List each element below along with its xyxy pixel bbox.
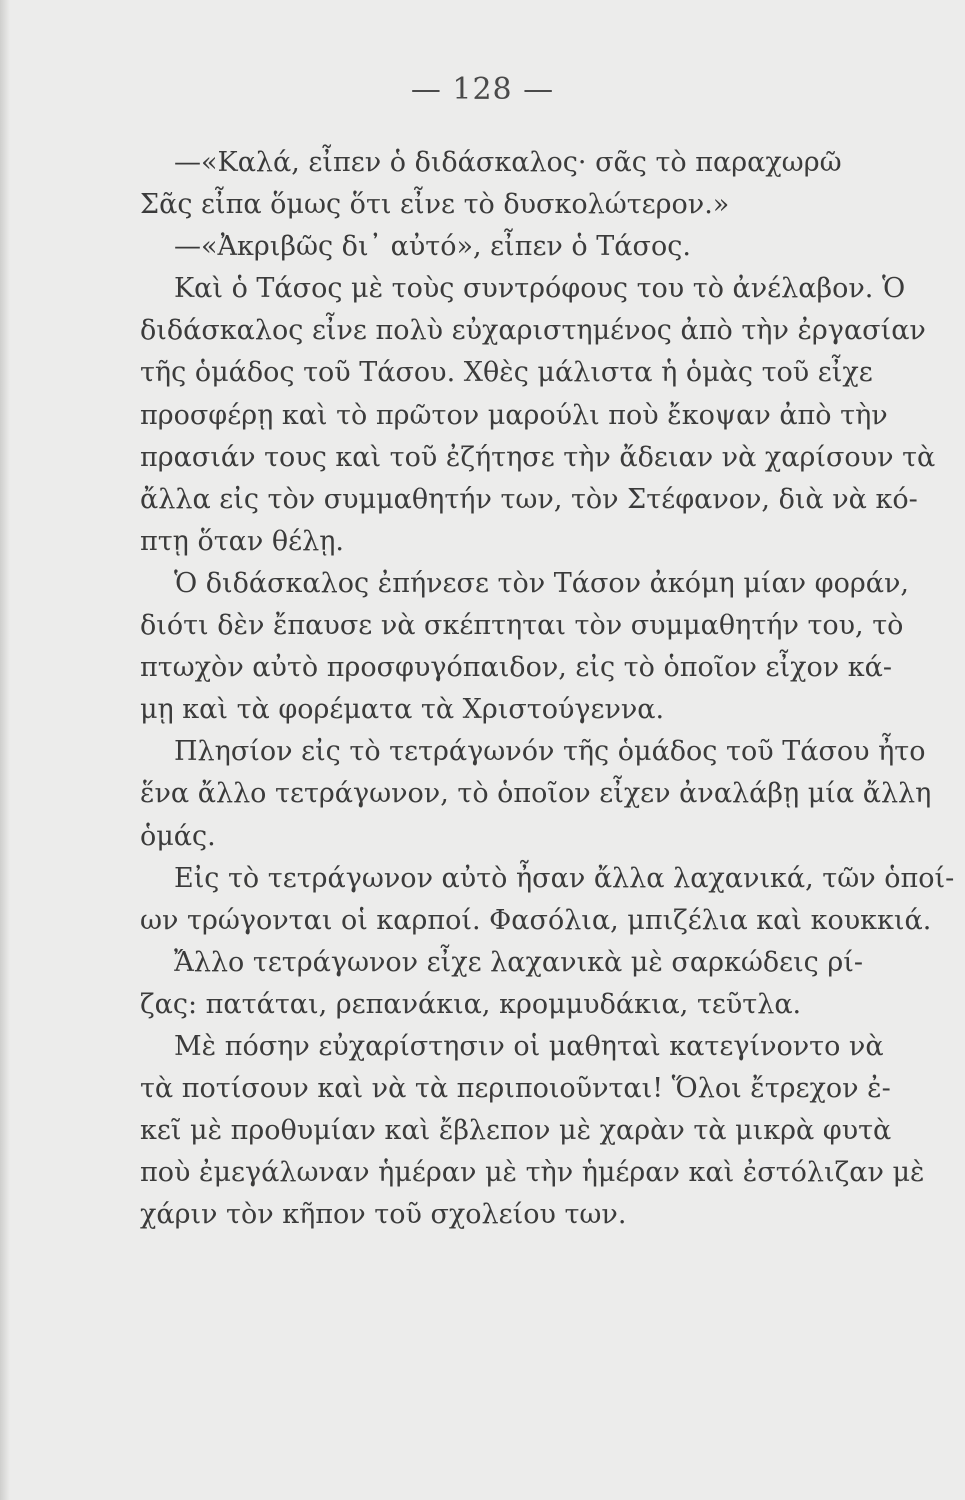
- text-line: μῃ καὶ τὰ φορέματα τὰ Χριστούγεννα.: [140, 694, 665, 726]
- text-line: Σᾶς εἶπα ὅμως ὅτι εἶνε τὸ δυσκολώτερον.»: [140, 189, 730, 221]
- page-number: — 128 —: [410, 72, 555, 107]
- text-line: προσφέρῃ καὶ τὸ πρῶτον μαρούλι ποὺ ἔκοψαν ἀπὸ τὴν: [140, 399, 888, 431]
- text-line: Πλησίον εἰς τὸ τετράγωνόν τῆς ὁμάδος τοῦ Τάσου ἦτο: [174, 736, 926, 768]
- text-line: Ὁ διδάσκαλος ἐπήνεσε τὸν Τάσον ἀκόμη μίαν φοράν,: [174, 567, 909, 599]
- text-line: τῆς ὁμάδος τοῦ Τάσου. Χθὲς μάλιστα ἡ ὁμὰς τοῦ εἶχε: [140, 357, 873, 389]
- page-edge-shadow: [0, 0, 10, 1500]
- body-text: [140, 142, 960, 1236]
- text-line: ζας: πατάται, ρεπανάκια, κρομμυδάκια, τεῦτλα.: [140, 988, 802, 1020]
- text-line: Εἰς τὸ τετράγωνον αὐτὸ ἦσαν ἄλλα λαχανικά, τῶν ὁποί-: [174, 862, 955, 894]
- text-line: Μὲ πόσην εὐχαρίστησιν οἱ μαθηταὶ κατεγίνοντο νὰ: [174, 1030, 884, 1062]
- text-line: πτῃ ὅταν θέλῃ.: [140, 525, 344, 557]
- text-line: ὁμάς.: [140, 820, 216, 852]
- text-line: Καὶ ὁ Τάσος μὲ τοὺς συντρόφους του τὸ ἀνέλαβον. Ὁ: [174, 273, 906, 305]
- text-line: πρασιάν τους καὶ τοῦ ἐζήτησε τὴν ἄδειαν νὰ χαρίσουν τὰ: [140, 441, 936, 473]
- text-line: Ἄλλο τετράγωνον εἶχε λαχανικὰ μὲ σαρκώδεις ρί-: [174, 946, 863, 978]
- text-line: ἕνα ἄλλο τετράγωνον, τὸ ὁποῖον εἶχεν ἀναλάβῃ μία ἄλλη: [140, 778, 932, 810]
- text-line: τὰ ποτίσουν καὶ νὰ τὰ περιποιοῦνται! Ὅλοι ἔτρεχον ἐ-: [140, 1073, 891, 1105]
- text-line: —«Καλά, εἶπεν ὁ διδάσκαλος· σᾶς τὸ παραχωρῶ: [174, 147, 842, 178]
- text-line: πτωχὸν αὐτὸ προσφυγόπαιδον, εἰς τὸ ὁποῖον εἶχον κά-: [140, 652, 892, 684]
- text-line: ων τρώγονται οἱ καρποί. Φασόλια, μπιζέλια καὶ κουκκιά.: [140, 904, 932, 936]
- text-line: διότι δὲν ἔπαυσε νὰ σκέπτηται τὸν συμμαθητήν του, τὸ: [140, 610, 904, 642]
- text-line: ἄλλα εἰς τὸν συμμαθητήν των, τὸν Στέφανον, διὰ νὰ κό-: [140, 483, 918, 515]
- text-line: ποὺ ἐμεγάλωναν ἡμέραν μὲ τὴν ἡμέραν καὶ ἐστόλιζαν μὲ: [140, 1157, 925, 1189]
- text-line: κεῖ μὲ προθυμίαν καὶ ἔβλεπον μὲ χαρὰν τὰ μικρὰ φυτὰ: [140, 1115, 892, 1147]
- text-line: —«Ἀκριβῶς δι᾽ αὐτό», εἶπεν ὁ Τάσος.: [174, 231, 691, 263]
- text-line: διδάσκαλος εἶνε πολὺ εὐχαριστημένος ἀπὸ τὴν ἐργασίαν: [140, 315, 926, 347]
- text-line: χάριν τὸν κῆπον τοῦ σχολείου των.: [140, 1199, 627, 1231]
